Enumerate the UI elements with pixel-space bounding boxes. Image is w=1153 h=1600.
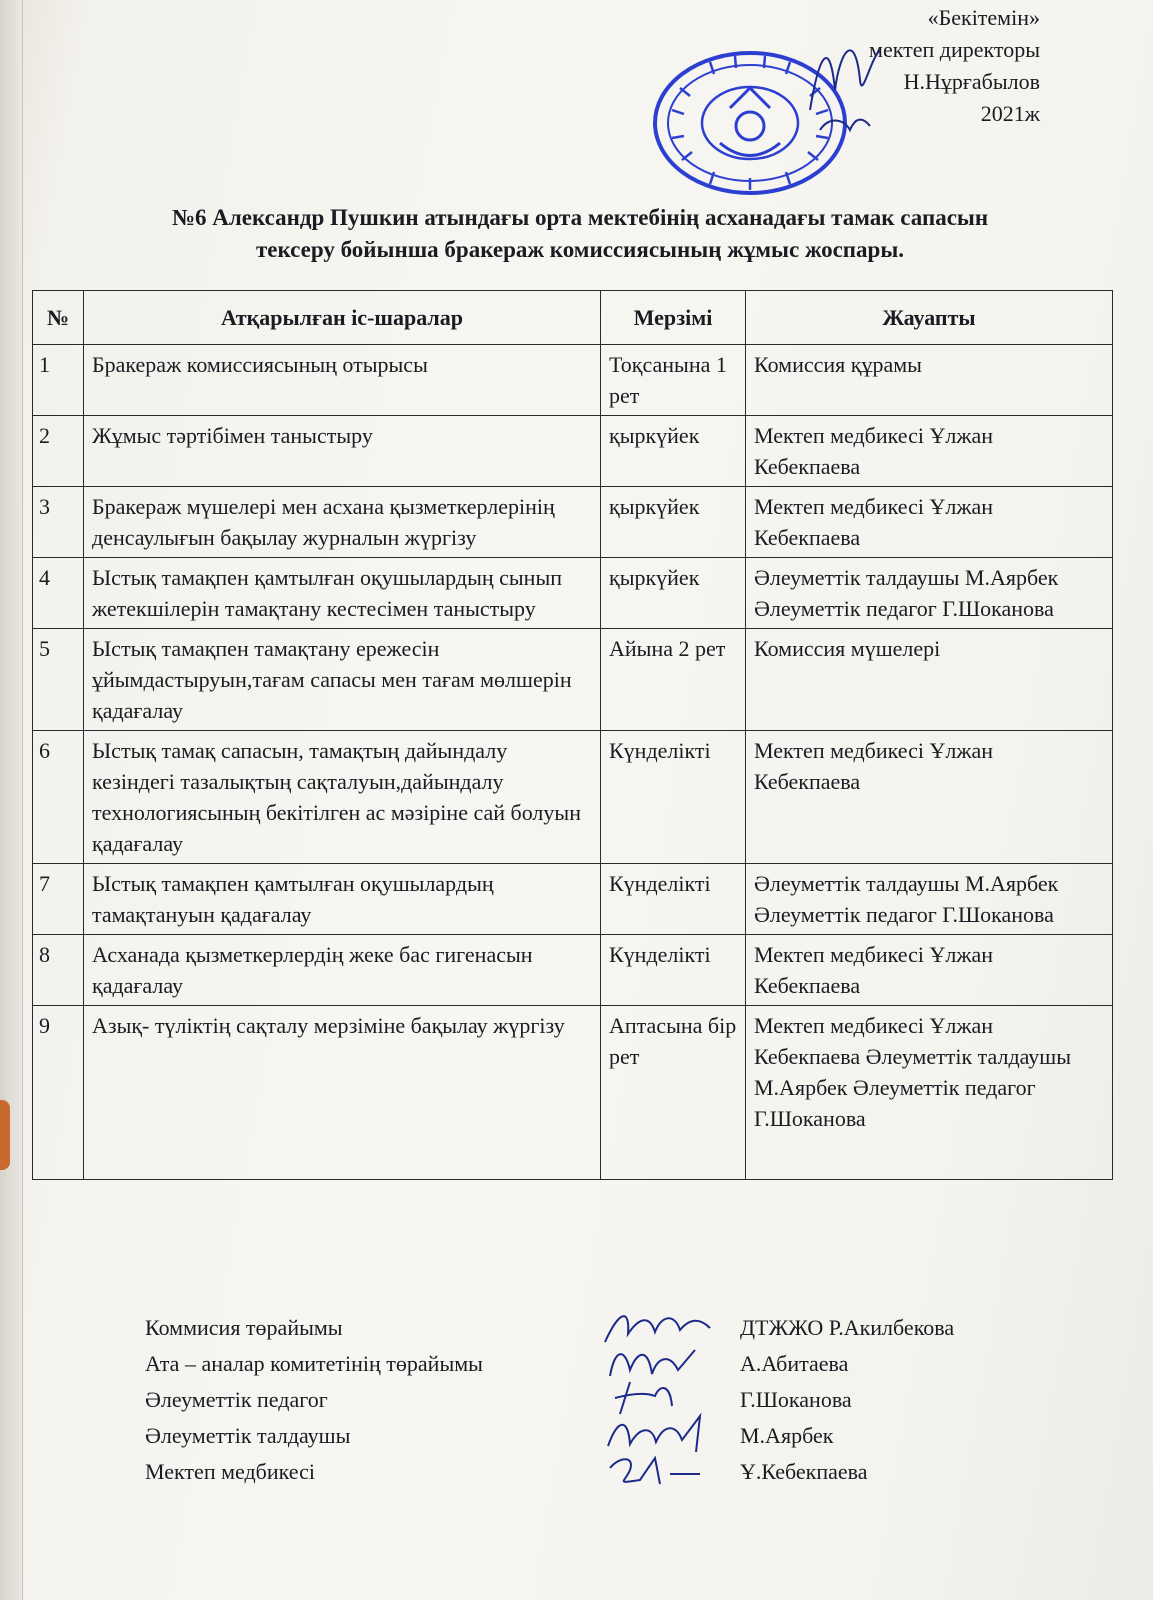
row-responsible: Әлеуметтік талдаушы М.Аярбек Әлеуметтік педагог Г.Шоканова [746,558,1113,629]
row-responsible: Мектеп медбикесі Ұлжан Кебекпаева Әлеуметтік талдаушы М.Аярбек Әлеуметтік педагог Г.Шоканова [746,1006,1113,1180]
table-row [33,558,1113,629]
signatory-role: Әлеуметтік педагог [145,1387,328,1412]
row-term: Тоқсанына 1 рет [601,345,746,416]
signatory-name: Г.Шоканова [740,1387,852,1412]
work-plan-table [32,290,1113,1180]
signatory-role: Әлеуметтік талдаушы [145,1423,351,1448]
signatory-row [145,1454,1045,1490]
document-title: №6 Александр Пушкин атындағы орта мектебінің асханадағы тамак сапасын тексеру бойынша бракераж комиссиясының жұмыс жоспары. [171,205,989,262]
row-responsible: Мектеп медбикесі Ұлжан Кебекпаева [746,416,1113,487]
row-number: 1 [33,345,84,416]
row-responsible: Комиссия құрамы [746,345,1113,416]
signatory-name: А.Абитаева [740,1351,849,1376]
table-row [33,731,1113,864]
row-activity: Ыстық тамақпен қамтылған оқушылардың тамақтануын қадағалау [84,864,601,935]
row-activity: Жұмыс тәртібімен таныстыру [84,416,601,487]
director-signature [800,30,890,140]
signatory-role: Ата – аналар комитетінің төрайымы [145,1351,483,1376]
row-term: Күнделікті [601,864,746,935]
table-row [33,1006,1113,1180]
approval-position: мектеп директоры [869,37,1040,62]
approval-date: 2021ж [980,101,1040,126]
row-activity: Бракераж мүшелері мен асхана қызметкерлерінің денсаулығын бақылау журналын жүргізу [84,487,601,558]
row-number: 6 [33,731,84,864]
signatures-block [145,1310,1045,1490]
row-number: 9 [33,1006,84,1180]
row-activity: Бракераж комиссиясының отырысы [84,345,601,416]
row-number: 5 [33,629,84,731]
row-term: қыркүйек [601,416,746,487]
table-row [33,345,1113,416]
table-row [33,935,1113,1006]
handwritten-signature [600,1448,720,1492]
row-term: қыркүйек [601,558,746,629]
header-number: № [33,291,84,345]
page-edge [0,0,23,1600]
row-activity: Ыстық тамақ сапасын, тамақтың дайындалу кезіндегі тазалықтың сақталуын,дайындалу технологиясының бекітілген ас мәзіріне сай болуын қадағалау [84,731,601,864]
row-responsible: Мектеп медбикесі Ұлжан Кебекпаева [746,487,1113,558]
signatory-row [145,1418,1045,1454]
row-number: 4 [33,558,84,629]
header-term: Мерзімі [601,291,746,345]
approval-heading: «Бекітемін» [927,5,1040,30]
background-object [0,1100,10,1170]
signatory-role: Коммисия төрайымы [145,1315,343,1340]
table-row [33,629,1113,731]
table-row [33,487,1113,558]
row-number: 7 [33,864,84,935]
row-number: 8 [33,935,84,1006]
row-term: Аптасына бір рет [601,1006,746,1180]
row-activity: Ыстық тамақпен қамтылған оқушылардың сынып жетекшілерін тамақтану кестесімен таныстыру [84,558,601,629]
signatory-row [145,1310,1045,1346]
row-term: Айына 2 рет [601,629,746,731]
row-number: 3 [33,487,84,558]
signatory-role: Мектеп медбикесі [145,1459,315,1484]
row-responsible: Комиссия мүшелері [746,629,1113,731]
row-responsible: Мектеп медбикесі Ұлжан Кебекпаева [746,935,1113,1006]
table-row [33,416,1113,487]
row-term: Күнделікті [601,731,746,864]
table-row [33,864,1113,935]
row-responsible: Әлеуметтік талдаушы М.Аярбек Әлеуметтік педагог Г.Шоканова [746,864,1113,935]
signatory-row [145,1346,1045,1382]
signatory-name: ДТЖЖО Р.Акилбекова [740,1315,955,1340]
approval-director-name: Н.Нұрғабылов [903,69,1040,94]
signatory-row [145,1382,1045,1418]
row-term: қыркүйек [601,487,746,558]
signatory-name: Ұ.Кебекпаева [740,1459,868,1484]
header-responsible: Жауапты [746,291,1113,345]
table-header-row [33,291,1113,345]
row-responsible: Мектеп медбикесі Ұлжан Кебекпаева [746,731,1113,864]
row-activity: Ыстық тамақпен тамақтану ережесін ұйымдастыруын,тағам сапасы мен тағам мөлшерін қадағалау [84,629,601,731]
row-term: Күнделікті [601,935,746,1006]
row-activity: Азық- түліктің сақталу мерзіміне бақылау жүргізу [84,1006,601,1180]
row-number: 2 [33,416,84,487]
row-activity: Асханада қызметкерлердің жеке бас гигенасын қадағалау [84,935,601,1006]
header-activity: Атқарылған іс-шаралар [84,291,601,345]
signatory-name: М.Аярбек [740,1423,834,1448]
